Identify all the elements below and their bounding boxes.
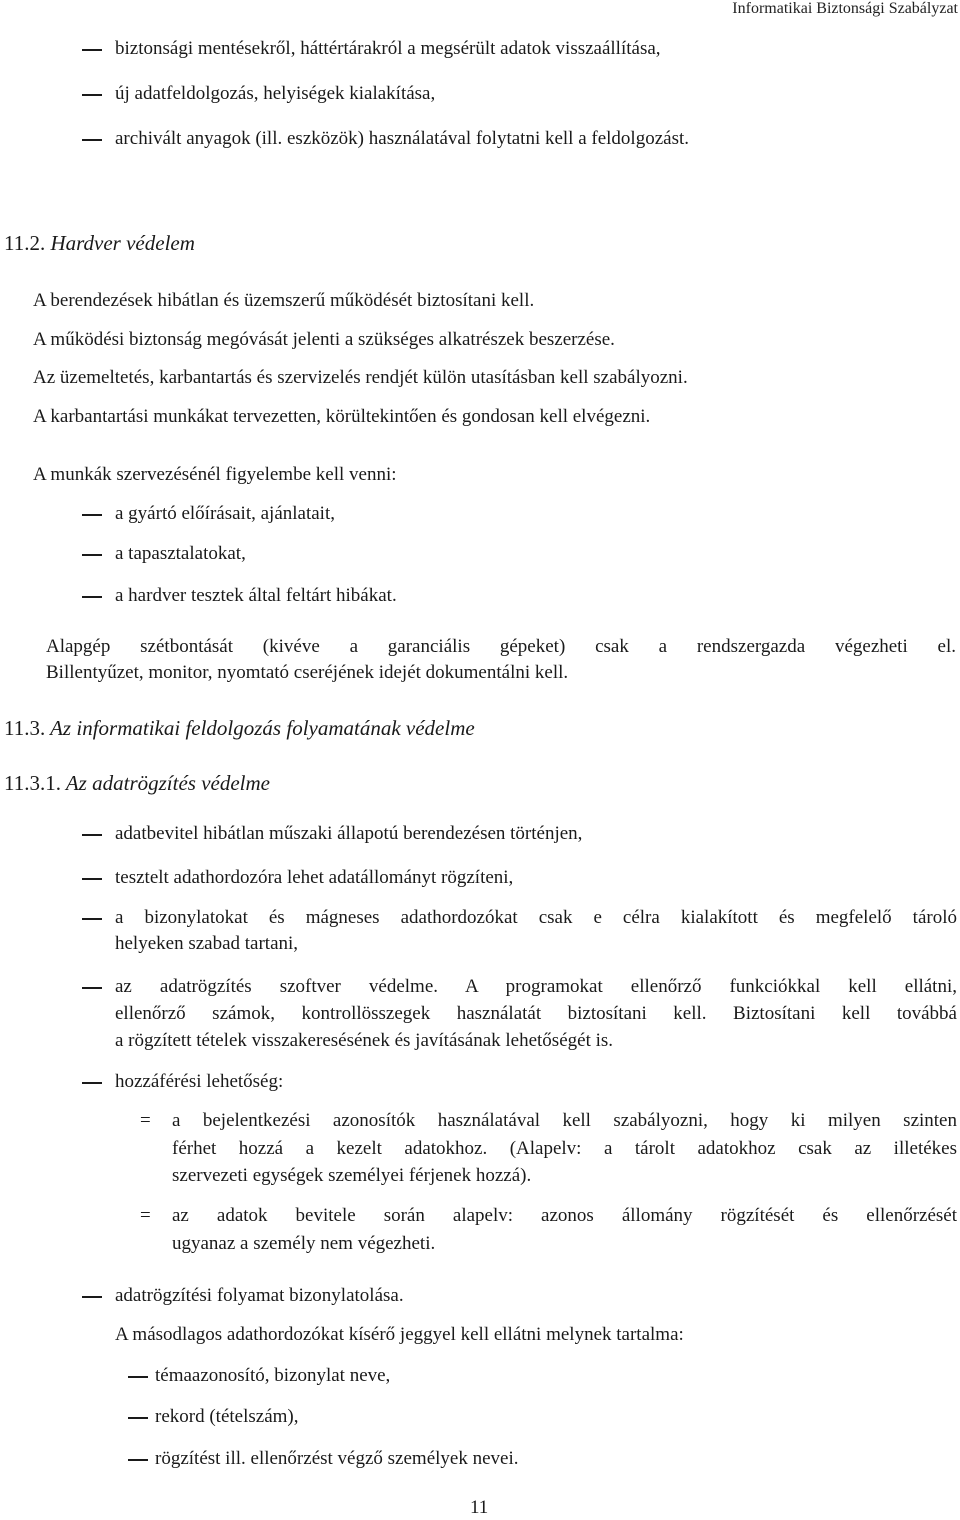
dash-bullet (82, 987, 102, 989)
dash-bullet (82, 554, 102, 556)
dash-bullet (82, 918, 102, 920)
sub-list-item-continuation: szervezeti egységek személyei férjenek hozzá). (172, 1165, 532, 1186)
dash-bullet (82, 514, 102, 516)
dash-bullet (82, 139, 102, 141)
list-item-continuation: ellenőrző számok, kontrollösszegek használatát biztosítani kell. Biztosítani kell továbbá (115, 1003, 957, 1024)
section-number: 11.2. (4, 231, 46, 255)
section-title: Az adatrögzítés védelme (65, 771, 270, 795)
list-item: a bizonylatokat és mágneses adathordozókat csak e célra kialakított és megfelelő tároló (115, 907, 957, 928)
sub-list-item: az adatok bevitele során alapelv: azonos állomány rögzítését és ellenőrzését (172, 1205, 957, 1226)
list-item: új adatfeldolgozás, helyiségek kialakítása, (115, 83, 436, 104)
paragraph-line: Alapgép szétbontását (kivéve a garanciális gépeket) csak a rendszergazda végezheti el. (46, 636, 956, 657)
running-header: Informatikai Biztonsági Szabályzat (732, 0, 958, 17)
list-item: a hardver tesztek által feltárt hibákat. (115, 585, 397, 606)
dash-bullet (128, 1376, 148, 1378)
list-item-continuation: helyeken szabad tartani, (115, 933, 299, 954)
sub-list-item: a bejelentkezési azonosítók használatával kell szabályozni, hogy ki milyen szinten (172, 1110, 957, 1131)
paragraph-line: Az üzemeltetés, karbantartás és szervizelés rendjét külön utasításban kell szabályozni. (33, 367, 688, 388)
dash-bullet (82, 1082, 102, 1084)
dash-bullet (82, 878, 102, 880)
paragraph-line: A munkák szervezésénél figyelembe kell venni: (33, 464, 397, 485)
dash-bullet (82, 596, 102, 598)
sub-list-item: rögzítést ill. ellenőrzést végző személyek nevei. (155, 1448, 519, 1469)
sub-list-item: rekord (tételszám), (155, 1406, 299, 1427)
section-number: 11.3. (4, 716, 46, 740)
list-item: hozzáférési lehetőség: (115, 1071, 284, 1092)
list-item: a gyártó előírásait, ajánlatait, (115, 503, 335, 524)
paragraph-line: A másodlagos adathordozókat kísérő jeggyel kell ellátni melynek tartalma: (115, 1324, 684, 1345)
paragraph-line: A karbantartási munkákat tervezetten, körültekintően és gondosan kell elvégezni. (33, 406, 651, 427)
dash-bullet (128, 1417, 148, 1419)
dash-bullet (82, 49, 102, 51)
sub-list-item: témaazonosító, bizonylat neve, (155, 1365, 391, 1386)
section-heading-11-3 (4, 716, 475, 740)
sub-list-item-continuation: ugyanaz a személy nem végezheti. (172, 1233, 436, 1254)
dash-bullet (128, 1459, 148, 1461)
list-item: a tapasztalatokat, (115, 543, 246, 564)
section-title: Hardver védelem (50, 231, 195, 255)
list-item: az adatrögzítés szoftver védelme. A programokat ellenőrző funkciókkal kell ellátni, (115, 976, 957, 997)
list-item: tesztelt adathordozóra lehet adatállományt rögzíteni, (115, 867, 514, 888)
section-heading-11-2 (4, 231, 195, 255)
section-title: Az informatikai feldolgozás folyamatának védelme (50, 716, 475, 740)
paragraph-line: A berendezések hibátlan és üzemszerű működését biztosítani kell. (33, 290, 535, 311)
dash-bullet (82, 94, 102, 96)
paragraph-line: Billentyűzet, monitor, nyomtató cseréjének idejét dokumentálni kell. (46, 662, 569, 683)
list-item: adatrögzítési folyamat bizonylatolása. (115, 1285, 404, 1306)
list-item: adatbevitel hibátlan műszaki állapotú berendezésen történjen, (115, 823, 583, 844)
equals-bullet: = (140, 1110, 151, 1131)
dash-bullet (82, 1296, 102, 1298)
equals-bullet: = (140, 1205, 151, 1226)
list-item-continuation: a rögzített tételek visszakeresésének és javításának lehetőségét is. (115, 1030, 614, 1051)
section-number: 11.3.1. (4, 771, 61, 795)
list-item: biztonsági mentésekről, háttértárakról a megsérült adatok visszaállítása, (115, 38, 661, 59)
sub-list-item-continuation: férhet hozzá a kezelt adatokhoz. (Alapelv: a tárolt adatokhoz csak az illetékes (172, 1138, 957, 1159)
section-heading-11-3-1 (4, 771, 270, 795)
paragraph-line: A működési biztonság megóvását jelenti a szükséges alkatrészek beszerzése. (33, 329, 615, 350)
page-number: 11 (470, 1497, 489, 1518)
dash-bullet (82, 834, 102, 836)
list-item: archivált anyagok (ill. eszközök) használatával folytatni kell a feldolgozást. (115, 128, 689, 149)
